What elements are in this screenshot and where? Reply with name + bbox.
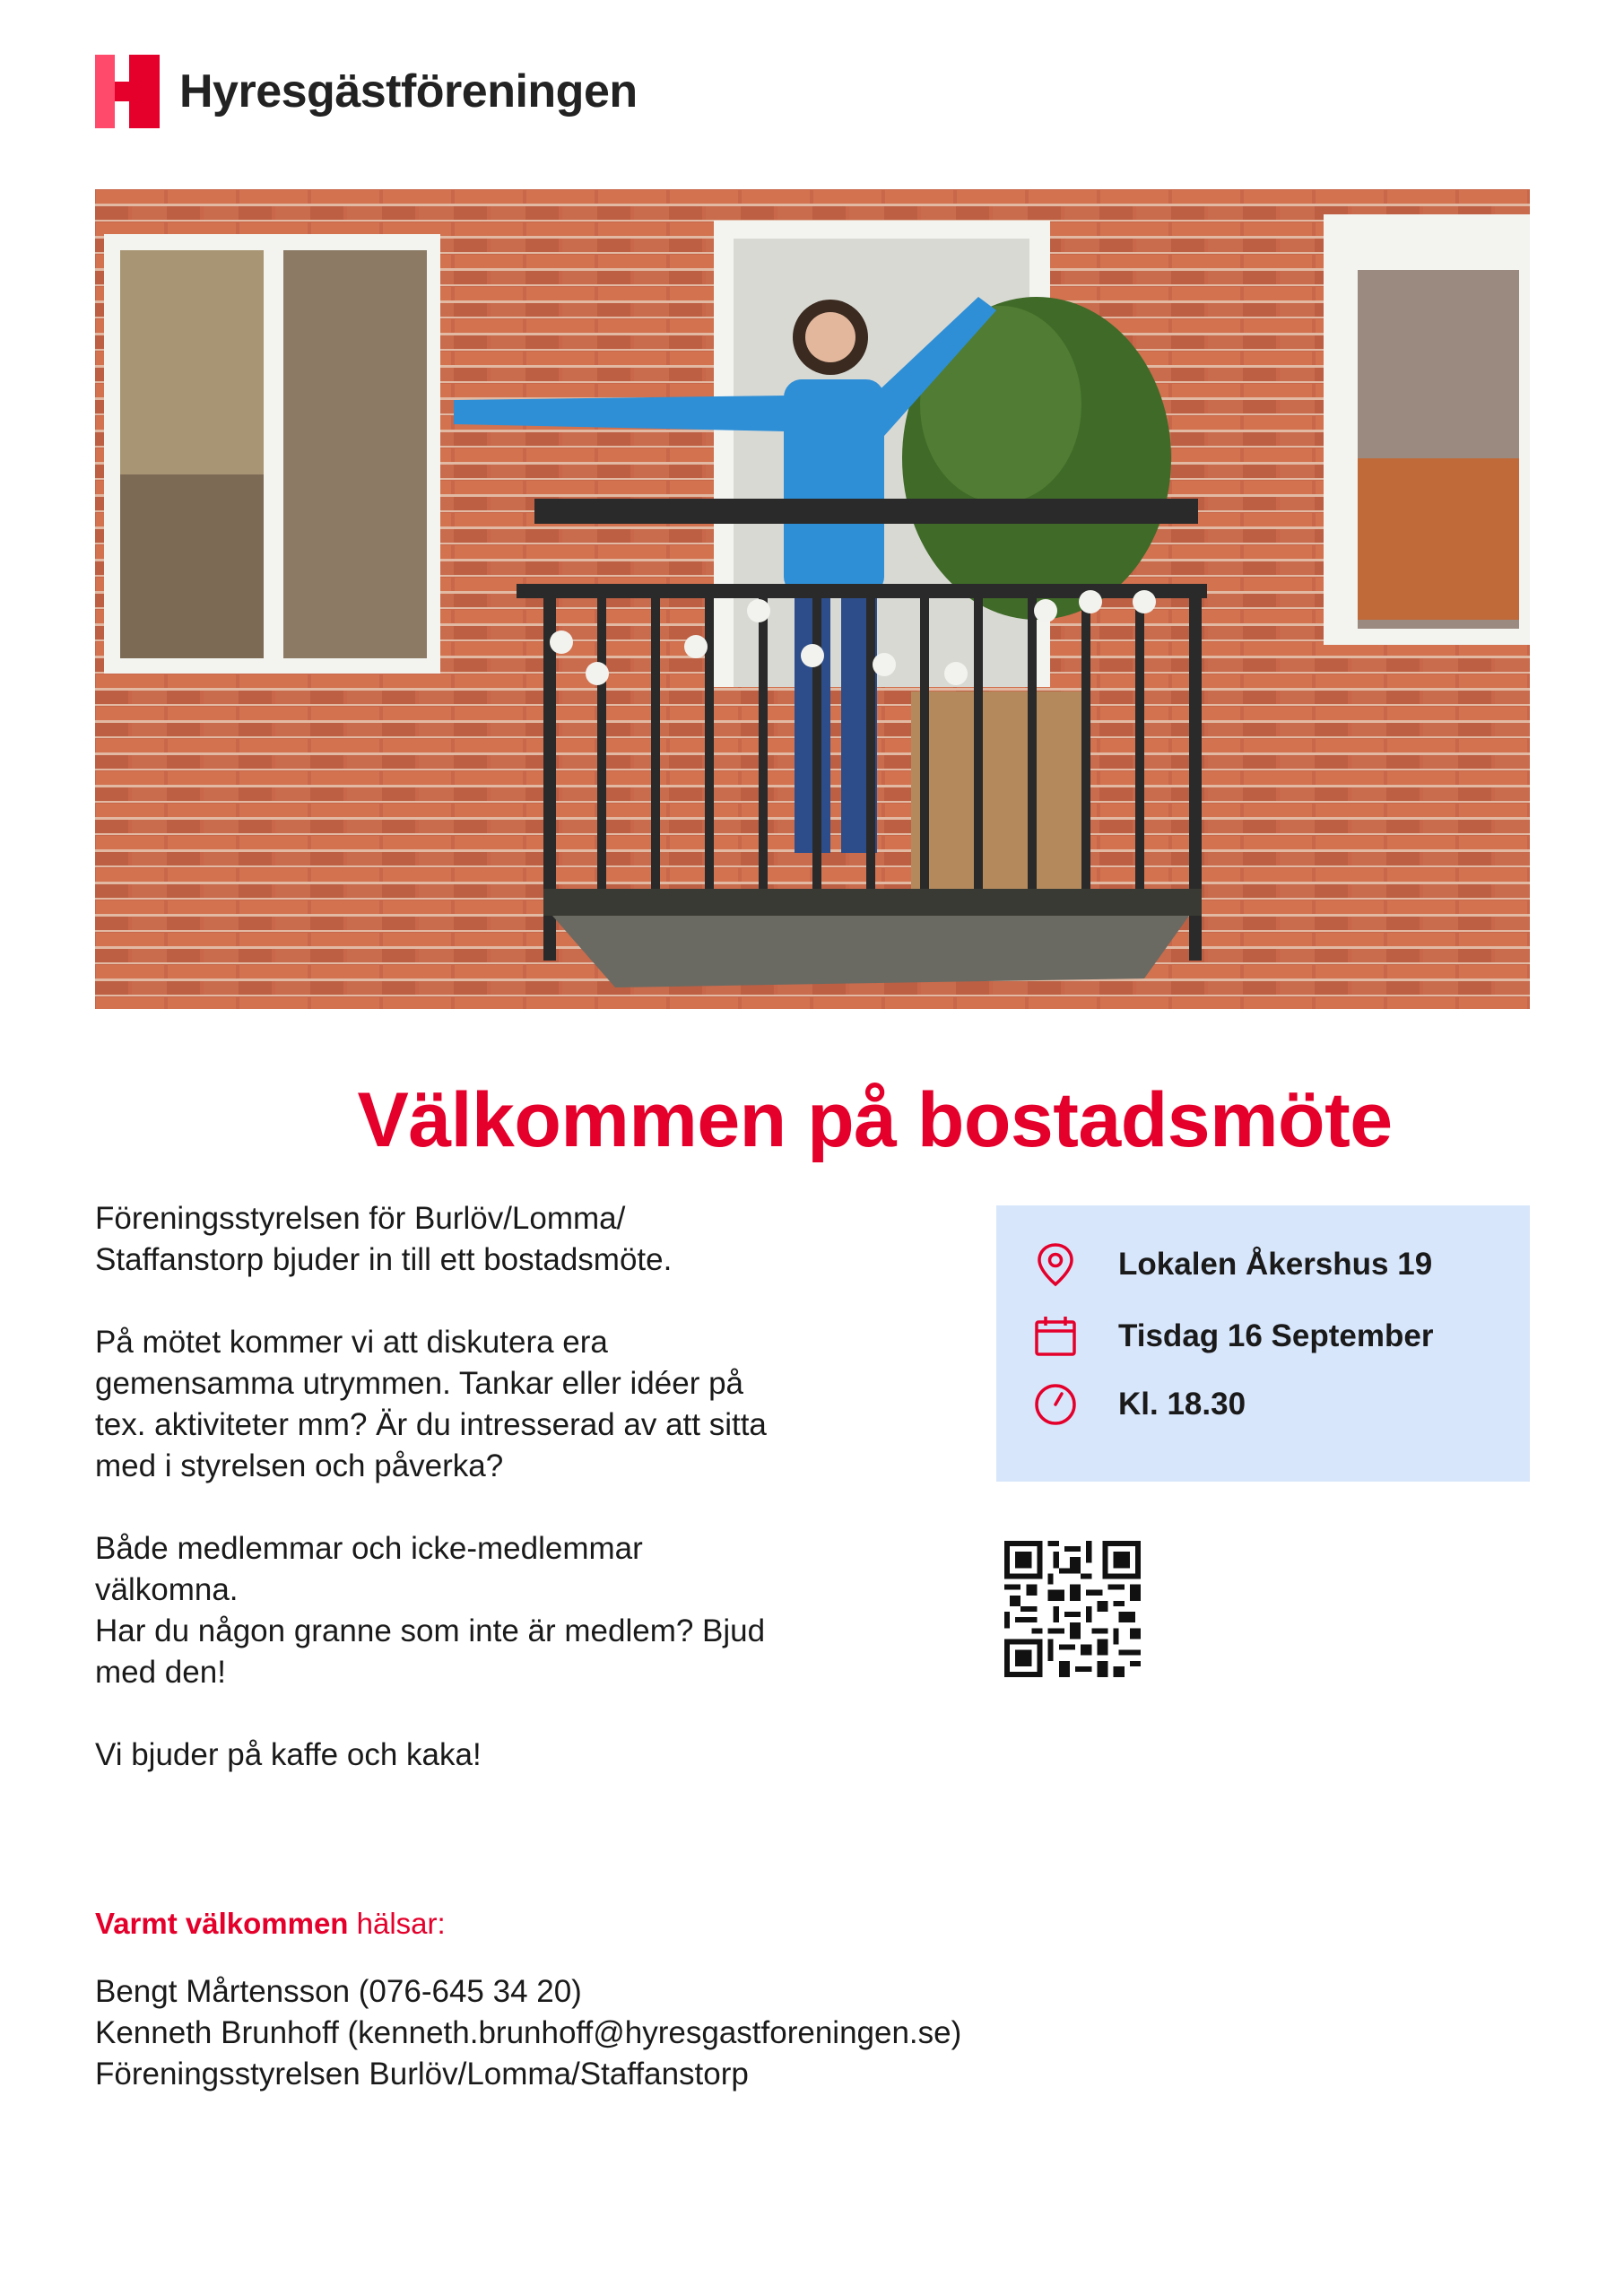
event-location-text: Lokalen Åkershus 19 xyxy=(1118,1247,1433,1282)
intro-line: tex. aktiviteter mm? Är du intresserad av att sitta xyxy=(95,1407,767,1442)
calendar-icon xyxy=(1032,1313,1079,1360)
intro-paragraph xyxy=(95,1528,902,1693)
brand-logo xyxy=(95,54,638,129)
intro-line: Har du någon granne som inte är medlem? Bjud xyxy=(95,1613,766,1648)
hero-photo xyxy=(95,189,1530,1009)
intro-paragraph xyxy=(95,1322,902,1487)
event-location xyxy=(1032,1241,1432,1288)
intro-line: gemensamma utrymmen. Tankar eller idéer på xyxy=(95,1366,744,1401)
signature-line: Bengt Mårtensson (076-645 34 20) xyxy=(95,1974,582,2009)
event-date-text: Tisdag 16 September xyxy=(1118,1318,1434,1353)
event-date xyxy=(1032,1313,1433,1360)
intro-line: Både medlemmar och icke-medlemmar xyxy=(95,1531,643,1566)
intro-line: Staffanstorp bjuder in till ett bostadsmöte. xyxy=(95,1242,673,1277)
intro-line: Vi bjuder på kaffe och kaka! xyxy=(95,1737,482,1772)
intro-paragraph xyxy=(95,1735,902,1776)
location-pin-icon xyxy=(1032,1241,1079,1288)
page-title-wrap xyxy=(0,1076,1624,1165)
greeting xyxy=(95,1907,446,1941)
intro-text xyxy=(95,1198,902,1817)
signature-line: Föreningsstyrelsen Burlöv/Lomma/Staffanstorp xyxy=(95,2057,749,2092)
clock-icon xyxy=(1032,1381,1079,1428)
qr-code[interactable] xyxy=(1004,1541,1141,1677)
greeting-light: hälsar: xyxy=(348,1907,446,1940)
intro-line: Föreningsstyrelsen för Burlöv/Lomma/ xyxy=(95,1201,626,1236)
brand-logo-mark xyxy=(95,55,160,128)
greeting-strong: Varmt välkommen xyxy=(95,1907,349,1940)
signature-line: Kenneth Brunhoff (kenneth.brunhoff@hyresgastforeningen.se) xyxy=(95,2015,962,2050)
intro-line: med i styrelsen och påverka? xyxy=(95,1448,504,1483)
page-title: Välkommen på bostadsmöte xyxy=(357,1077,1393,1163)
brand-name: Hyresgästföreningen xyxy=(179,65,638,117)
signature-block xyxy=(95,1971,961,2095)
intro-line: med den! xyxy=(95,1655,226,1690)
intro-line: På mötet kommer vi att diskutera era xyxy=(95,1325,608,1360)
intro-line: välkomna. xyxy=(95,1572,239,1607)
event-info-box xyxy=(996,1205,1530,1482)
intro-paragraph xyxy=(95,1198,902,1281)
event-time xyxy=(1032,1381,1246,1428)
event-time-text: Kl. 18.30 xyxy=(1118,1387,1246,1422)
